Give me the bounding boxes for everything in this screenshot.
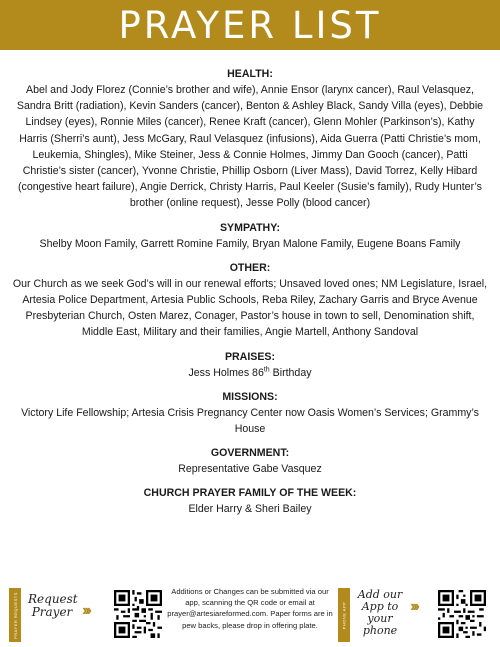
praises-section bbox=[10, 349, 490, 381]
phone-app-tab bbox=[338, 588, 350, 642]
add-app-line3: your phone bbox=[362, 612, 398, 637]
family-of-week-body: Elder Harry & Sheri Bailey bbox=[188, 503, 312, 516]
page-title: PRAYER LIST bbox=[118, 3, 382, 47]
praises-body-text: Jess Holmes 86 bbox=[188, 366, 264, 379]
add-app-line2: App to bbox=[361, 600, 399, 613]
health-section bbox=[10, 66, 490, 212]
prayer-list-content bbox=[10, 66, 490, 526]
government-section bbox=[10, 445, 490, 477]
other-body: Our Church as we seek God’s will in our renewal efforts; Unsaved loved ones; NM Legislature, Israel, Artesia Police Department, Artesia Public Schools, Reba Riley, Zachary Garris and Bryce Avenue Presbyterian Church, Osten Marez, Conager, Pastor’s house in town to sell, Denomination shift, Middle East, Military and their families, Angie Martell, Anthony Sandoval bbox=[12, 277, 488, 339]
page-footer bbox=[0, 585, 500, 647]
add-app-line1: Add our bbox=[357, 588, 403, 601]
qr-code-icon-2[interactable] bbox=[438, 590, 486, 638]
chevron-arrows-icon-2: ››› bbox=[410, 598, 417, 615]
prayer-requests-tab-label: PRAYER REQUESTS bbox=[12, 591, 18, 639]
praises-body-suffix: Birthday bbox=[269, 366, 312, 379]
sympathy-body: Shelby Moon Family, Garrett Romine Family, Bryan Malone Family, Eugene Boans Family bbox=[39, 237, 461, 250]
chevron-arrows-icon: ››› bbox=[82, 602, 89, 619]
praises-body-superscript: th bbox=[263, 366, 270, 374]
government-heading: GOVERNMENT: bbox=[210, 447, 290, 460]
other-section bbox=[10, 260, 490, 341]
request-prayer-line2: Prayer bbox=[31, 605, 73, 619]
sympathy-heading: SYMPATHY: bbox=[219, 221, 281, 234]
health-heading: HEALTH: bbox=[227, 68, 273, 80]
page-header bbox=[0, 0, 500, 50]
other-heading: OTHER: bbox=[229, 261, 271, 274]
missions-section bbox=[10, 389, 490, 437]
prayer-requests-tab bbox=[9, 588, 21, 642]
government-body: Representative Gabe Vasquez bbox=[178, 463, 322, 476]
submission-instructions: Additions or Changes can be submitted via our app, scanning the QR code or email at prayer@artesiareformed.com. Paper forms are in pew backs, please drop in offering plate. bbox=[167, 587, 333, 630]
family-of-week-section bbox=[10, 485, 490, 517]
phone-app-tab-label: PHONE APP bbox=[341, 601, 347, 629]
praises-body bbox=[10, 365, 490, 381]
missions-body: Victory Life Fellowship; Artesia Crisis Pregnancy Center now Oasis Women’s Services; Grammy’s House bbox=[21, 406, 479, 436]
add-app-label bbox=[352, 589, 408, 637]
praises-heading: PRAISES: bbox=[224, 350, 276, 363]
request-prayer-line1: Request bbox=[28, 592, 78, 606]
qr-code-icon[interactable] bbox=[114, 590, 162, 638]
missions-heading: MISSIONS: bbox=[222, 390, 278, 403]
sympathy-section bbox=[10, 220, 490, 252]
request-prayer-label bbox=[28, 593, 76, 619]
health-body: Abel and Jody Florez (Connie’s brother and wife), Annie Ensor (larynx cancer), Raul Velasquez, Sandra Britt (radiation), Kevin Sanders (cancer), Benton & Ashley Black, Sandy Villa (eyes), Debbie Lindsey (eyes), Ronnie Miles (cancer), Renee Kraft (cancer), Glenn Mohler (Parkinson’s), Kathy Harris (Sherri’s aunt), Jess McGary, Raul Velasquez (infusions), Aida Guerra (Patti Christie’s mom, Leukemia, Shingles), Mike Steiner, Jess & Connie Holmes, Jimmy Dan Gooch (cancer), Patti Christie’s sister (cancer), Yvonne Christie, Phillip Osborn (Liver Mass), David Torrez, Kelly Hibard (congestive heart failure), Angie Derrick, Christy Harris, Paul Keeler (Susie’s family), Rudy Hunter’s brother (online request), Jesse Polly (blood cancer) bbox=[16, 84, 484, 210]
family-of-week-heading: CHURCH PRAYER FAMILY OF THE WEEK: bbox=[143, 487, 357, 500]
